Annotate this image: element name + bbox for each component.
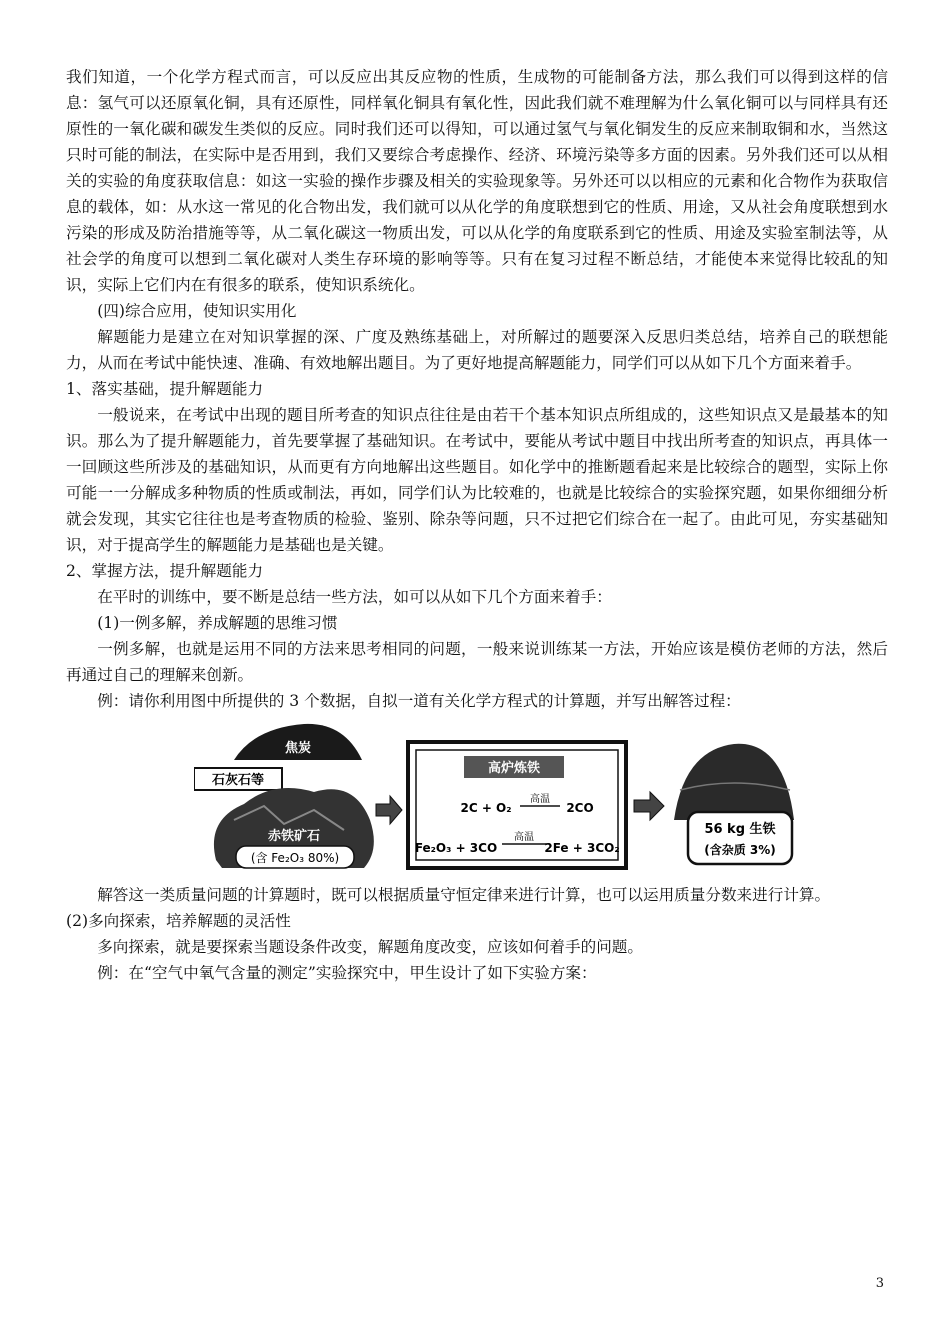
equation-2-condition: 高温 <box>514 832 534 843</box>
subheading-1: 1、落实基础，提升解题能力 <box>66 380 264 398</box>
equation-1-condition: 高温 <box>530 794 550 805</box>
paragraph-1: 我们知道，一个化学方程式而言，可以反应出其反应物的性质，生成物的可能制备方法，那么我们可以得到这样的信息：氢气可以还原氧化铜，具有还原性，同样氧化铜具有氧化性，因此我们就不难理解为什么氧化铜可以与同样具有还原性的一氧化碳和碳发生类似的反应。同时我们还可以得知，可以通过氢气与氧化铜发生的反应来制取铜和水，当然这只时可能的制法，在实际中是否用到，我们又要综合考虑操作、经济、环境污染等多方面的因素。另外我们还可以从相关的实验的角度获取信息：如这一实验的操作步骤及相关的实验现象等。另外还可以以相应的元素和化合物作为获取信息的载体，如：从水这一常见的化合物出发，我们就可以从化学的角度联想到它的性质、用途，又从社会角度联想到水污染的形成及防治措施等等，从二氧化碳这一物质出发，可以从化学的角度联系到它的性质、用途及实验室制法等，从社会学的角度可以想到二氧化碳对人类生存环境的影响等等。只有在复习过程不断总结，才能使本来觉得比较乱的知识，实际上它们内在有很多的联系，使知识系统化。 <box>66 68 888 294</box>
figure-svg <box>194 720 904 876</box>
paragraph-9: 例：在“空气中氧气含量的测定”实验探究中，甲生设计了如下实验方案： <box>97 964 597 982</box>
equation-1-right: 2CO <box>566 801 594 815</box>
raw-materials-illustration <box>194 724 374 868</box>
paragraph-4: 在平时的训练中，要不断是总结一些方法，如可以从如下几个方面来着手： <box>97 588 612 606</box>
equation-1-left: 2C + O₂ <box>460 801 512 815</box>
limestone-label: 石灰石等 <box>211 773 265 788</box>
equation-2-right: 2Fe + 3CO₂ <box>544 841 620 855</box>
pig-iron-label: 56 kg 生铁 <box>704 822 776 837</box>
coke-label: 焦炭 <box>284 741 312 756</box>
paragraph-7: 解答这一类质量问题的计算题时，既可以根据质量守恒定律来进行计算，也可以运用质量分数来进行计算。 <box>97 886 831 904</box>
subheading-2: 2、掌握方法，提升解题能力 <box>66 562 264 580</box>
paragraph-3: 一般说来，在考试中出现的题目所考查的知识点往往是由若干个基本知识点所组成的，这些知识点又是最基本的知识。那么为了提升解题能力，首先要掌握了基础知识。在考试中，要能从考试中题目中找出所考查的知识点，再具体一一回顾这些所涉及的基础知识，从而更有方向地解出这些题目。如化学中的推断题看起来是比较综合的题型，实际上你可能一一分解成多种物质的性质或制法，再如，同学们认为比较难的，也就是比较综合的实验探究题，如果你细细分析就会发现，其实它往往也是考查物质的检验、鉴别、除杂等问题，只不过把它们综合在一起了。由此可见，夯实基础知识，对于提高学生的解题能力是基础也是关键。 <box>66 406 888 554</box>
document-body <box>66 64 888 986</box>
arrow-right-icon <box>634 792 664 820</box>
paragraph-8: 多向探索，就是要探索当题设条件改变，解题角度改变，应该如何着手的问题。 <box>97 938 643 956</box>
ore-label: 赤铁矿石 <box>267 829 321 844</box>
pig-iron-illustration <box>674 744 794 864</box>
equation-2-left: Fe₂O₃ + 3CO <box>414 841 498 855</box>
blast-furnace-figure <box>194 720 904 876</box>
section-heading-4: (四)综合应用，使知识实用化 <box>97 302 297 320</box>
ore-content-label: (含 Fe₂O₃ 80%) <box>250 851 340 865</box>
paragraph-6: 例：请你利用图中所提供的 3 个数据，自拟一道有关化学方程式的计算题，并写出解答过程： <box>97 692 741 710</box>
impurity-label: (含杂质 3%) <box>704 843 776 857</box>
subheading-2-2: (2)多向探索，培养解题的灵活性 <box>66 912 291 930</box>
page-number: 3 <box>875 1276 884 1291</box>
furnace-title: 高炉炼铁 <box>487 761 541 776</box>
pig-iron-pile <box>674 744 794 820</box>
arrow-right-icon <box>376 796 402 824</box>
paragraph-2: 解题能力是建立在对知识掌握的深、广度及熟练基础上，对所解过的题要深入反思归类总结，培养自己的联想能力，从而在考试中能快速、准确、有效地解出题目。为了更好地提高解题能力，同学们可以从如下几个方面来着手。 <box>66 328 888 372</box>
paragraph-5: 一例多解，也就是运用不同的方法来思考相同的问题，一般来说训练某一方法，开始应该是模仿老师的方法，然后再通过自己的理解来创新。 <box>66 640 888 684</box>
subheading-2-1: (1)一例多解，养成解题的思维习惯 <box>97 614 338 632</box>
blast-furnace-box <box>408 742 626 868</box>
